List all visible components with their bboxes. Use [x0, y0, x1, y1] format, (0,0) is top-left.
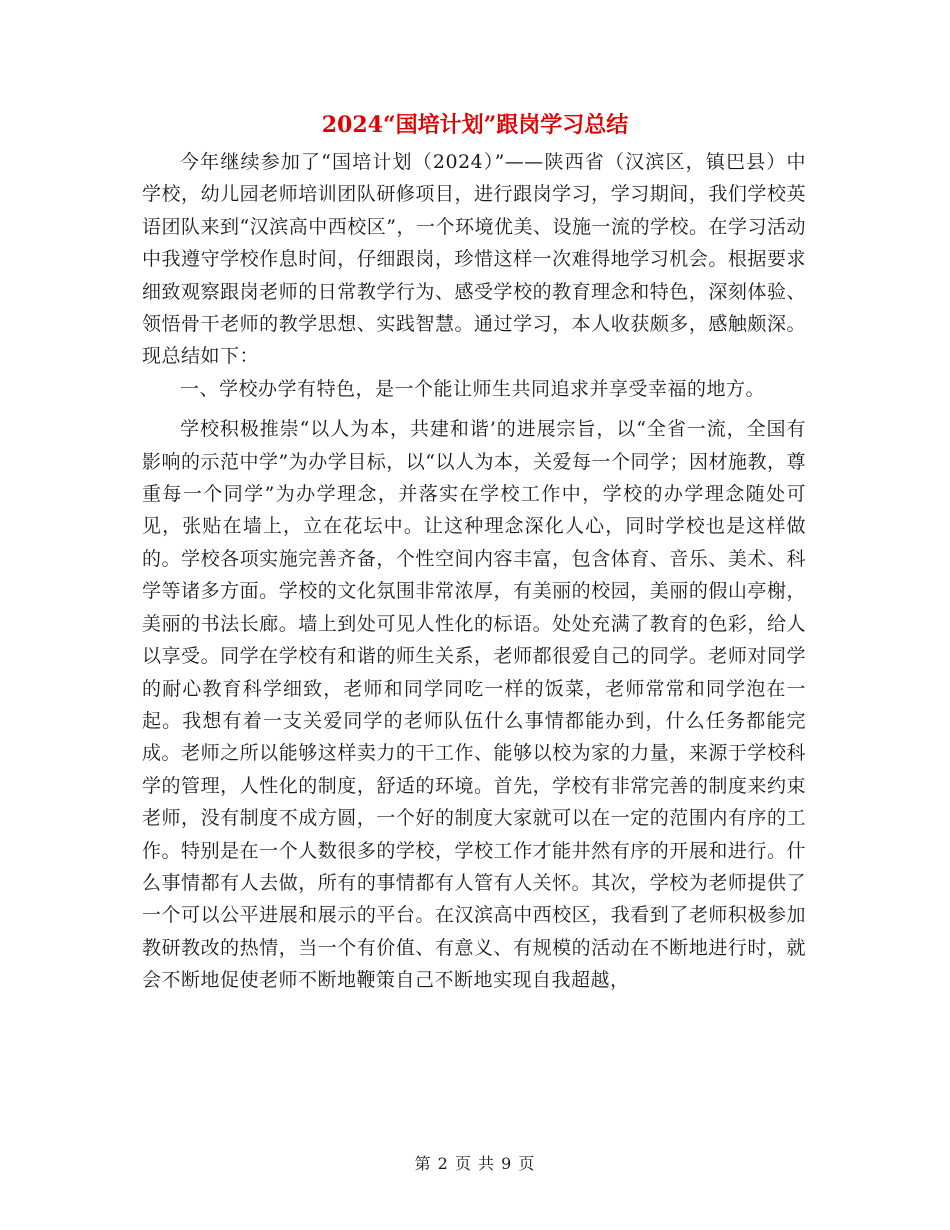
section-heading: 一、学校办学有特色，是一个能让师生共同追求并享受幸福的地方。 — [180, 377, 766, 400]
document-body — [142, 146, 806, 997]
page-footer: 第 2 页 共 9 页 — [414, 1154, 536, 1173]
section-body-paragraph: 学校积极推崇“以人为本，共建和谐’的进展宗旨，以“全省一流，全国有影响的示范中学”为办学目标，以“以人为本，关爱每一个同学；因材施教，尊重每一个同学”为办学理念，并落实在学校工作中，学校的办学理念随处可见，张贴在墙上，立在花坛中。让这种理念深化人心，同时学校也是这样做的。学校各项实施完善齐备，个性空间内容丰富，包含体育、音乐、美术、科学等诸多方面。学校的文化氛围非常浓厚，有美丽的校园，美丽的假山亭榭，美丽的书法长廊。墙上到处可见人性化的标语。处处充满了教育的色彩，给人以享受。同学在学校有和谐的师生关系，老师都很爱自己的同学。老师对同学的耐心教育科学细致，老师和同学同吃一样的饭菜，老师常常和同学泡在一起。我想有着一支关爱同学的老师队伍什么事情都能办到，什么任务都能完成。老师之所以能够这样卖力的干工作、能够以校为家的力量，来源于学校科学的管理，人性化的制度，舒适的环境。首先，学校有非常完善的制度来约束老师，没有制度不成方圆，一个好的制度大家就可以在一定的范围内有序的工作。特别是在一个人数很多的学校，学校工作才能井然有序的开展和进行。什么事情都有人去做，所有的事情都有人管有人关怀。其次，学校为老师提供了一个可以公平进展和展示的平台。在汉滨高中西校区，我看到了老师积极参加教研教改的热情，当一个有价值、有意义、有规模的活动在不断地进行时，就会不断地促使老师不断地鞭策自己不断地实现自我超越， — [142, 418, 806, 992]
document-title: 2024“国培计划”跟岗学习总结 — [321, 112, 629, 138]
intro-paragraph: 今年继续参加了“国培计划（2024）”——陕西省（汉滨区，镇巴县）中学校，幼儿园老师培训团队研修项目，进行跟岗学习，学习期间，我们学校英语团队来到“汉滨高中西校区”，一个环境优美、设施一流的学校。在学习活动中我遵守学校作息时间，仔细跟岗，珍惜这样一次难得地学习机会。根据要求细致观察跟岗老师的日常教学行为、感受学校的教育理念和特色，深刻体验、领悟骨干老师的教学思想、实践智慧。通过学习，本人收获颇多，感触颇深。现总结如下： — [142, 151, 806, 368]
